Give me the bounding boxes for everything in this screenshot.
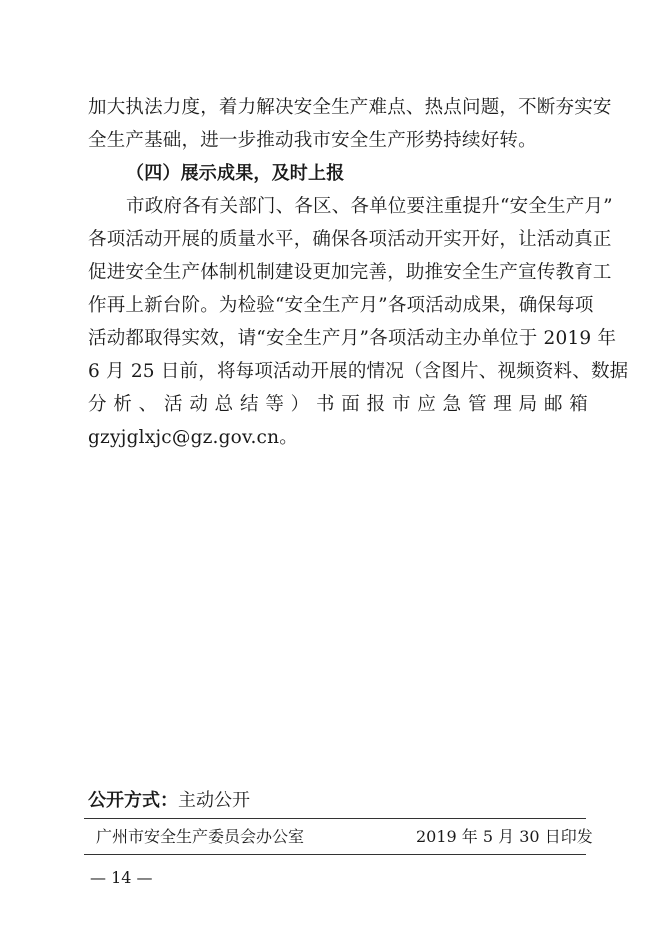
paragraph-line: 全生产基础，进一步推动我市安全生产形势持续好转。 [88, 130, 537, 151]
page-number: — 14 — [90, 868, 153, 887]
paragraph-line: gzyjglxjc@gz.gov.cn。 [88, 427, 298, 448]
paragraph-line: 分析、活动总结等）书面报市应急管理局邮箱 [88, 394, 588, 415]
footer-top-rule [84, 818, 586, 819]
paragraph-line: 促进安全生产体制机制建设更加完善，助推安全生产宣传教育工 [88, 262, 612, 283]
paragraph-line: 各项活动开展的质量水平，确保各项活动开实开好，让活动真正 [88, 229, 612, 250]
footer-bottom-rule [84, 854, 586, 855]
paragraph-line: 作再上新台阶。为检验“安全生产月”各项活动成果，确保每项 [88, 295, 594, 316]
paragraph-line: 6 月 25 日前，将每项活动开展的情况（含图片、视频资料、数据 [88, 361, 629, 382]
paragraph-line: 市政府各有关部门、各区、各单位要注重提升“安全生产月” [126, 196, 613, 217]
disclosure-label: 公开方式： [88, 790, 178, 811]
section-heading: （四）展示成果，及时上报 [126, 163, 345, 184]
issuer-name: 广州市安全生产委员会办公室 [96, 827, 305, 846]
disclosure-value: 主动公开 [178, 790, 250, 811]
body-text [88, 91, 629, 454]
paragraph-line: 活动都取得实效，请“安全生产月”各项活动主办单位于 2019 年 [88, 328, 617, 349]
disclosure-method [88, 788, 250, 814]
issue-date: 2019 年 5 月 30 日印发 [416, 827, 593, 846]
paragraph-line: 加大执法力度，着力解决安全生产难点、热点问题，不断夯实安 [88, 97, 612, 118]
